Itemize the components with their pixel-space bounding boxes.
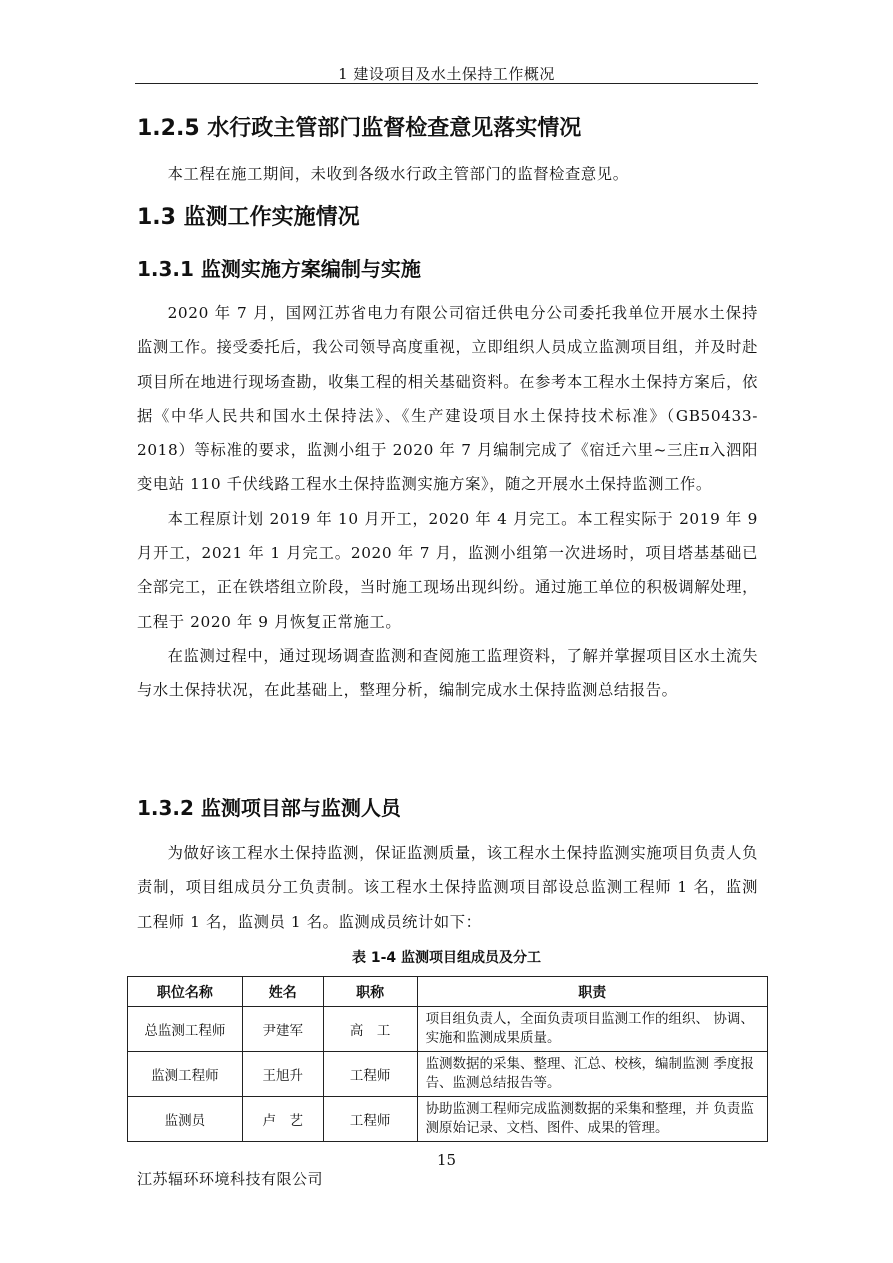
paragraph-text: 本工程在施工期间，未收到各级水行政主管部门的监督检查意见。 [167,165,629,183]
cell-name: 王旭升 [242,1052,323,1097]
column-header-name: 姓名 [242,977,323,1007]
cell-name: 尹建军 [242,1007,323,1052]
cell-name: 卢 艺 [242,1097,323,1142]
paragraph-text: 本工程原计划 2019 年 10 月开工，2020 年 4 月完工。本工程实际于 2019 年 9 月开工，2021 年 1 月完工。2020 年 7 月，监测小组第一次进场时，项目塔基基础已全部完工，正在铁塔组立阶段，当时施工现场出现纠纷。通过施工单位的积极调解处理，工程于 2020 年 9 月恢复正常施工。 [137,509,758,631]
paragraph-1-2-5 [137,157,758,191]
paragraph-text: 2020 年 7 月，国网江苏省电力有限公司宿迁供电分公司委托我单位开展水土保持监测工作。接受委托后，我公司领导高度重视，立即组织人员成立监测项目组，并及时赴项目所在地进行现场查勘，收集工程的相关基础资料。在参考本工程水土保持方案后，依据《中华人民共和国水土保持法》、《生产建设项目水土保持技术标准》（GB50433-2018）等标准的要求，监测小组于 2020 年 7 月编制完成了《宿迁六里~三庄π入泗阳变电站 110 千伏线路工程水土保持监测实施方案》，随之开展水土保持监测工作。 [137,304,758,494]
cell-title: 工程师 [323,1052,417,1097]
paragraph-text: 为做好该工程水土保持监测，保证监测质量，该工程水土保持监测实施项目负责人负责制，项目组成员分工负责制。该工程水土保持监测项目部设总监测工程师 1 名，监测工程师 1 名，监测员 1 名。监测成员统计如下： [137,844,758,931]
heading-1-3-1: 1.3.1 监测实施方案编制与实施 [137,257,421,281]
column-header-duty: 职责 [417,977,767,1007]
table-row [128,1097,768,1142]
footer-company: 江苏辐环环境科技有限公司 [137,1170,324,1188]
heading-1-3-2: 1.3.2 监测项目部与监测人员 [137,796,401,820]
duty-line: 季度报告、监测总结报告等。 [425,1056,754,1091]
duty-line: 负责监测原始记录、文档、图件、成果的管理。 [425,1101,754,1136]
staff-table [127,976,768,1142]
duty-line: 项目组负责人，全面负责项目监测工作的组织、 [425,1011,710,1027]
header-rule [135,83,758,84]
column-header-position: 职位名称 [128,977,243,1007]
duty-line: 协调、实施和监测成果质量。 [425,1011,754,1046]
cell-title: 工程师 [323,1097,417,1142]
heading-1-3: 1.3 监测工作实施情况 [137,205,360,230]
table-row [128,1007,768,1052]
running-header: 1 建设项目及水土保持工作概况 [338,65,555,83]
cell-position: 监测工程师 [128,1052,243,1097]
body-1-3-2 [137,836,758,939]
cell-position: 总监测工程师 [128,1007,243,1052]
cell-position: 监测员 [128,1097,243,1142]
cell-title: 高 工 [323,1007,417,1052]
cell-duty [417,1007,767,1052]
heading-1-2-5: 1.2.5 水行政主管部门监督检查意见落实情况 [137,116,582,141]
column-header-title: 职称 [323,977,417,1007]
body-1-3-1 [137,296,758,708]
cell-duty [417,1052,767,1097]
duty-line: 协助监测工程师完成监测数据的采集和整理，并 [425,1101,710,1117]
cell-duty [417,1097,767,1142]
paragraph-text: 在监测过程中，通过现场调查监测和查阅施工监理资料，了解并掌握项目区水土流失与水土保持状况，在此基础上，整理分析，编制完成水土保持监测总结报告。 [137,646,758,700]
page-number: 15 [436,1151,457,1169]
table-caption: 表 1-4 监测项目组成员及分工 [351,950,542,966]
table-row [128,1052,768,1097]
table-header-row [128,977,768,1007]
duty-line: 监测数据的采集、整理、汇总、校核，编制监测 [425,1056,710,1072]
